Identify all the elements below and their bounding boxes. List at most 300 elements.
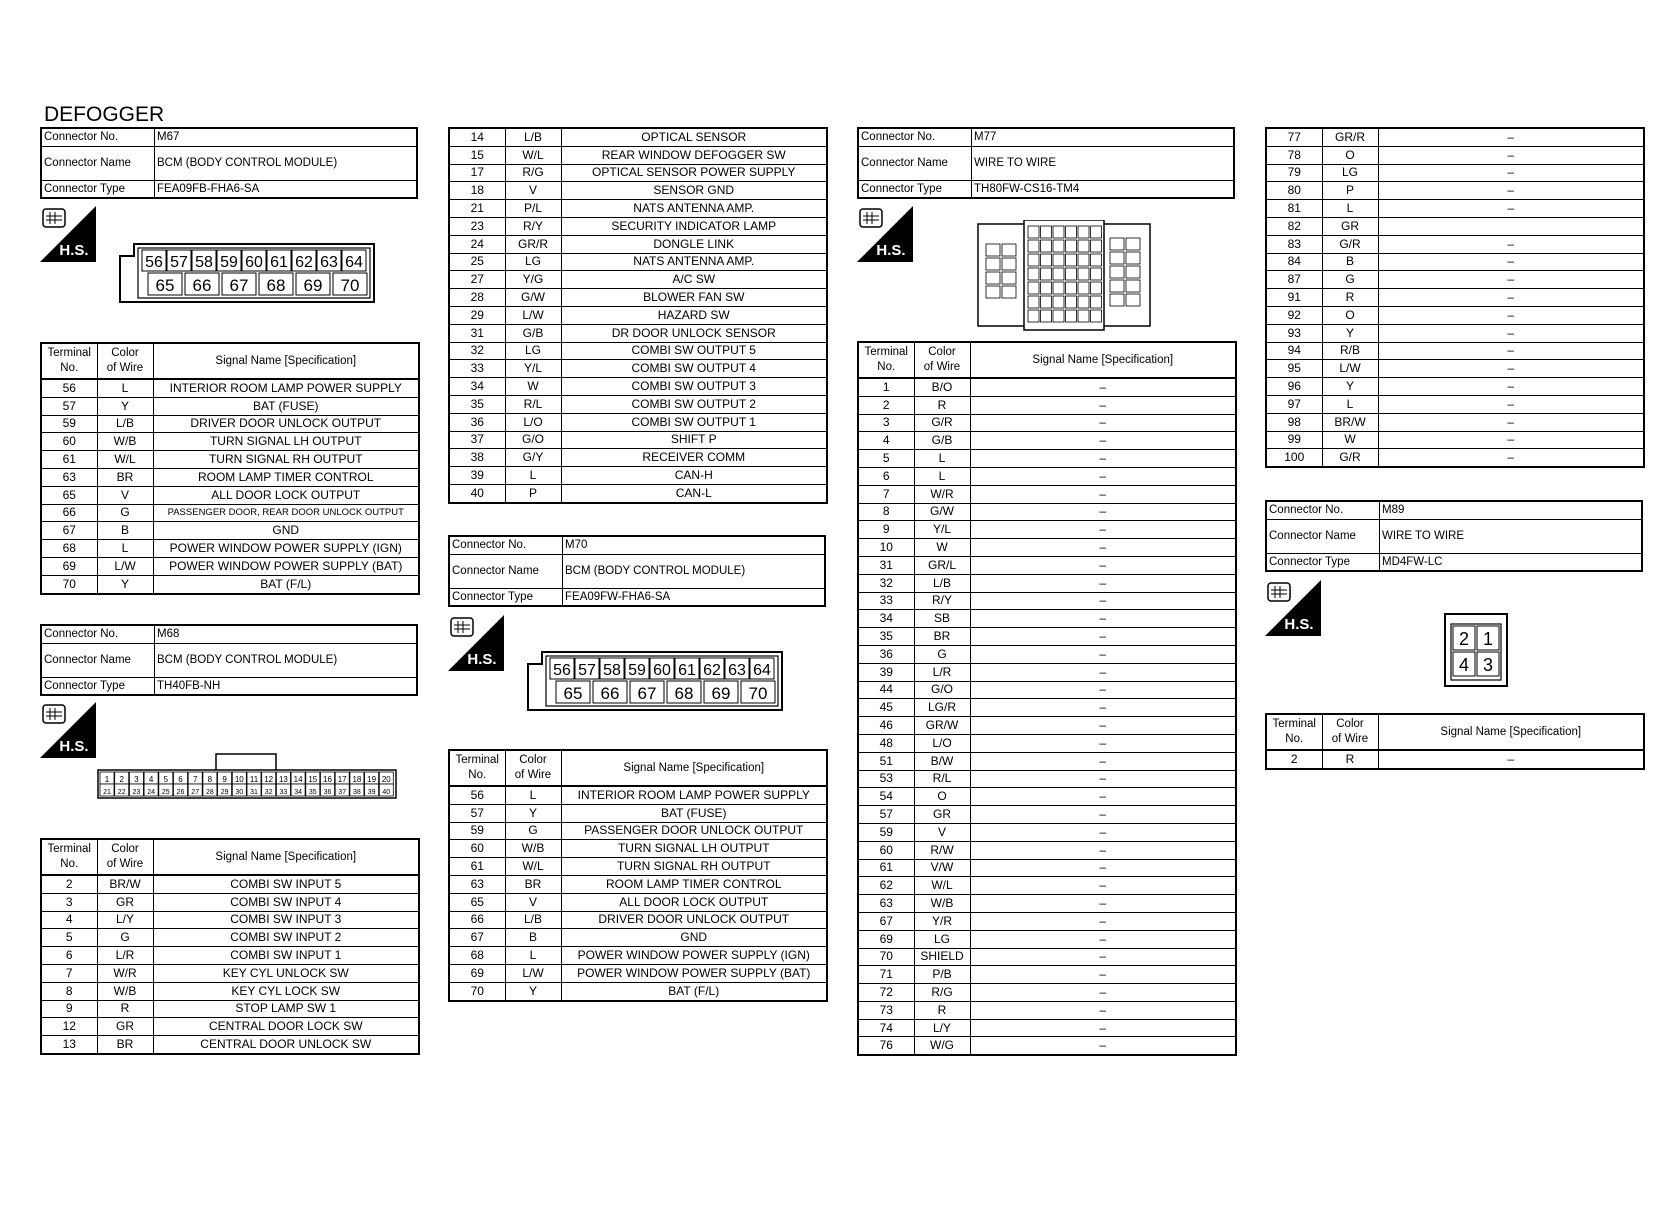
pin-cell: [1053, 296, 1064, 308]
signal-name: –: [970, 378, 1236, 396]
table-row: [41, 397, 419, 415]
signal-name: POWER WINDOW POWER SUPPLY (IGN): [153, 540, 419, 558]
connector-name-value: BCM (BODY CONTROL MODULE): [155, 146, 418, 180]
table-row: [858, 770, 1236, 788]
signal-name: –: [970, 574, 1236, 592]
table-row: [449, 858, 827, 876]
table-row: [858, 912, 1236, 930]
wire-color: W/L: [505, 146, 561, 164]
wire-color: V: [97, 486, 153, 504]
terminal-table-m70: [448, 749, 828, 1002]
hand-icon: [43, 705, 65, 723]
terminal-no: 40: [449, 484, 505, 502]
wire-color: G/B: [914, 432, 970, 450]
table-row: [1266, 413, 1644, 431]
pin-number: 2: [1458, 629, 1470, 649]
wire-color: Y/R: [914, 912, 970, 930]
pin-number: 58: [603, 662, 621, 679]
table-row: [41, 947, 419, 965]
pin-cell: [1078, 226, 1089, 238]
signal-name: TURN SIGNAL LH OUTPUT: [153, 433, 419, 451]
pin-number: 7: [192, 775, 198, 784]
wire-color: G/R: [1322, 449, 1378, 467]
terminal-table-m89: [1265, 713, 1645, 770]
terminal-no: 23: [449, 217, 505, 235]
terminal-no: 100: [1266, 449, 1322, 467]
table-row: [41, 1036, 419, 1054]
pin-number: 29: [220, 789, 229, 796]
pin-number: 4: [148, 775, 154, 784]
signal-name: –: [1378, 289, 1644, 307]
wire-color: BR: [914, 628, 970, 646]
signal-name: COMBI SW OUTPUT 1: [561, 413, 827, 431]
wire-color: G: [505, 822, 561, 840]
connector-type-label: Connector Type: [41, 180, 155, 198]
signal-name: –: [1378, 342, 1644, 360]
wire-color: L/W: [97, 557, 153, 575]
connector-face-m67: [118, 242, 378, 306]
terminal-no: 9: [858, 521, 914, 539]
connector-no-value: M89: [1380, 501, 1643, 519]
table-row: [858, 663, 1236, 681]
pin-cell: [1078, 310, 1089, 322]
table-row: [449, 200, 827, 218]
wire-color: L/B: [97, 415, 153, 433]
terminal-no: 65: [449, 893, 505, 911]
wire-color: P/L: [505, 200, 561, 218]
pin-cell: [1028, 310, 1039, 322]
table-row: [41, 893, 419, 911]
table-row: [449, 449, 827, 467]
wire-color: L: [97, 540, 153, 558]
connector-type-label: Connector Type: [41, 677, 155, 695]
pin-number: 61: [270, 254, 288, 271]
wire-color: R: [914, 396, 970, 414]
table-row: [449, 484, 827, 502]
table-row: [858, 378, 1236, 396]
table-row: [858, 717, 1236, 735]
pin-number: 56: [553, 662, 571, 679]
wire-color: L: [97, 379, 153, 397]
table-row: [41, 379, 419, 397]
signal-name: NATS ANTENNA AMP.: [561, 253, 827, 271]
connector-type-value: TH40FB-NH: [155, 677, 418, 695]
table-row: [1266, 324, 1644, 342]
wire-color: W/G: [914, 1037, 970, 1055]
terminal-no: 61: [449, 858, 505, 876]
signal-name-header: Signal Name [Specification]: [153, 343, 419, 379]
table-row: [449, 911, 827, 929]
connector-face-m89: [1443, 612, 1509, 688]
pin-cell: [1002, 286, 1016, 298]
signal-name: COMBI SW OUTPUT 5: [561, 342, 827, 360]
connector-name-value: BCM (BODY CONTROL MODULE): [155, 643, 418, 677]
pin-cell: [1028, 240, 1039, 252]
signal-name: CAN-H: [561, 467, 827, 485]
connector-face-m77: [976, 220, 1154, 332]
table-row: [449, 271, 827, 289]
table-row: [858, 539, 1236, 557]
wire-color-header: Color of Wire: [914, 342, 970, 378]
terminal-no: 91: [1266, 289, 1322, 307]
terminal-no: 65: [41, 486, 97, 504]
pin-number: 40: [382, 789, 391, 796]
wire-color: Y/G: [505, 271, 561, 289]
pin-number: 36: [323, 789, 332, 796]
table-row: [858, 1037, 1236, 1055]
wire-color: W: [914, 539, 970, 557]
connector-name-value: WIRE TO WIRE: [972, 146, 1235, 180]
wire-color: G/O: [914, 681, 970, 699]
signal-name: –: [970, 539, 1236, 557]
terminal-table-m67: [40, 342, 420, 595]
pin-number: 3: [134, 775, 139, 784]
connector-info-m70: [448, 535, 826, 607]
pin-cell: [1002, 272, 1016, 284]
table-row: [858, 1019, 1236, 1037]
signal-name: –: [970, 1037, 1236, 1055]
pin-number: 66: [600, 684, 620, 703]
table-row: [449, 947, 827, 965]
wire-color: R: [97, 1000, 153, 1018]
pin-number: 59: [628, 662, 646, 679]
signal-name: –: [1378, 200, 1644, 218]
wire-color: GR/R: [505, 235, 561, 253]
pin-number: 6: [178, 775, 183, 784]
connector-no-label: Connector No.: [41, 625, 155, 643]
signal-name: SECURITY INDICATOR LAMP: [561, 217, 827, 235]
signal-name: –: [970, 966, 1236, 984]
hs-label: H.S.: [59, 738, 89, 755]
signal-name: –: [1378, 413, 1644, 431]
terminal-no: 96: [1266, 378, 1322, 396]
pin-cell: [1066, 296, 1077, 308]
terminal-no: 53: [858, 770, 914, 788]
pin-cell: [1041, 296, 1052, 308]
signal-name: STOP LAMP SW 1: [153, 1000, 419, 1018]
pin-cell: [1053, 268, 1064, 280]
table-row: [858, 681, 1236, 699]
signal-name: [1378, 217, 1644, 235]
terminal-no: 1: [858, 378, 914, 396]
wire-color-header: Color of Wire: [1322, 714, 1378, 750]
pin-number: 10: [234, 775, 244, 784]
signal-name: COMBI SW INPUT 4: [153, 893, 419, 911]
signal-name: –: [970, 877, 1236, 895]
wire-color: L/B: [505, 911, 561, 929]
table-row: [858, 984, 1236, 1002]
terminal-no: 31: [858, 556, 914, 574]
pin-number: 68: [674, 684, 694, 703]
table-row: [858, 556, 1236, 574]
wire-color: R: [1322, 750, 1378, 769]
terminal-no: 7: [41, 964, 97, 982]
pin-number: 64: [345, 254, 363, 271]
terminal-no: 61: [858, 859, 914, 877]
pin-number: 65: [155, 276, 175, 295]
connector-name-label: Connector Name: [41, 146, 155, 180]
pin-number: 2: [119, 775, 124, 784]
table-row: [1266, 235, 1644, 253]
table-row: [858, 574, 1236, 592]
table-row: [858, 414, 1236, 432]
wire-color: L/O: [505, 413, 561, 431]
terminal-no: 27: [449, 271, 505, 289]
terminal-no: 17: [449, 164, 505, 182]
wire-color: GR: [914, 806, 970, 824]
wire-color: V: [505, 182, 561, 200]
signal-name: OPTICAL SENSOR: [561, 128, 827, 146]
pin-number: 37: [338, 789, 347, 796]
signal-name: –: [970, 681, 1236, 699]
pin-number: 34: [294, 789, 302, 796]
signal-name: BAT (FUSE): [153, 397, 419, 415]
page-title: DEFOGGER: [44, 103, 165, 126]
terminal-no: 3: [858, 414, 914, 432]
wire-color: G/W: [505, 289, 561, 307]
signal-name: –: [1378, 253, 1644, 271]
signal-name: RECEIVER COMM: [561, 449, 827, 467]
signal-name: –: [970, 930, 1236, 948]
harness-side-icon: [40, 206, 96, 262]
pin-number: 69: [711, 684, 731, 703]
pin-number: 39: [367, 789, 376, 796]
wire-color-header: Color of Wire: [97, 343, 153, 379]
wire-color: SHIELD: [914, 948, 970, 966]
signal-name: ROOM LAMP TIMER CONTROL: [153, 468, 419, 486]
signal-name: –: [970, 645, 1236, 663]
connector-name-label: Connector Name: [41, 643, 155, 677]
signal-name: PASSENGER DOOR UNLOCK OUTPUT: [561, 822, 827, 840]
wire-color: R/Y: [505, 217, 561, 235]
table-row: [449, 253, 827, 271]
signal-name: –: [970, 770, 1236, 788]
signal-name: CENTRAL DOOR LOCK SW: [153, 1018, 419, 1036]
table-row: [1266, 253, 1644, 271]
terminal-no: 4: [858, 432, 914, 450]
wire-color: GR: [1322, 217, 1378, 235]
signal-name: DONGLE LINK: [561, 235, 827, 253]
connector-face-m70: [526, 650, 786, 714]
pin-cell: [1053, 310, 1064, 322]
table-row: [1266, 271, 1644, 289]
pin-number: 57: [170, 254, 188, 271]
wire-color: P: [1322, 182, 1378, 200]
connector-no-label: Connector No.: [858, 128, 972, 146]
terminal-no: 21: [449, 200, 505, 218]
wire-color: R/W: [914, 841, 970, 859]
signal-name: CENTRAL DOOR UNLOCK SW: [153, 1036, 419, 1054]
connector-no-label: Connector No.: [1266, 501, 1380, 519]
terminal-no: 87: [1266, 271, 1322, 289]
terminal-no: 5: [858, 450, 914, 468]
terminal-no: 35: [449, 395, 505, 413]
terminal-no: 29: [449, 306, 505, 324]
wire-color: G/O: [505, 431, 561, 449]
terminal-no: 63: [41, 468, 97, 486]
terminal-no: 33: [858, 592, 914, 610]
pin-number: 19: [367, 775, 377, 784]
table-header: [41, 839, 419, 875]
pin-number: 14: [293, 775, 303, 784]
wire-color: GR/W: [914, 717, 970, 735]
pin-cell: [1091, 226, 1102, 238]
pin-cell: [1028, 296, 1039, 308]
pin-cell: [1078, 268, 1089, 280]
table-row: [449, 235, 827, 253]
table-row: [41, 575, 419, 593]
signal-name: –: [970, 912, 1236, 930]
terminal-no: 74: [858, 1019, 914, 1037]
terminal-no: 67: [41, 522, 97, 540]
signal-name: DRIVER DOOR UNLOCK OUTPUT: [561, 911, 827, 929]
pin-cell: [1126, 266, 1140, 278]
terminal-no: 24: [449, 235, 505, 253]
terminal-no: 60: [41, 433, 97, 451]
signal-name: –: [970, 806, 1236, 824]
wire-color: GR: [97, 1018, 153, 1036]
wire-color: B: [505, 929, 561, 947]
table-row: [1266, 217, 1644, 235]
table-row: [858, 485, 1236, 503]
table-row: [449, 964, 827, 982]
wire-color: Y: [505, 804, 561, 822]
terminal-no: 39: [449, 467, 505, 485]
wire-color: L/R: [914, 663, 970, 681]
wire-color: Y/L: [505, 360, 561, 378]
table-row: [858, 806, 1236, 824]
wire-color: B: [1322, 253, 1378, 271]
signal-name: TURN SIGNAL RH OUTPUT: [153, 451, 419, 469]
terminal-table-m77-continued: [1265, 127, 1645, 468]
pin-number: 65: [563, 684, 583, 703]
signal-name: POWER WINDOW POWER SUPPLY (BAT): [561, 964, 827, 982]
signal-name: BAT (F/L): [561, 982, 827, 1000]
pin-cell: [1066, 254, 1077, 266]
signal-name: –: [970, 752, 1236, 770]
signal-name-header: Signal Name [Specification]: [561, 750, 827, 786]
connector-info-m77: [857, 127, 1235, 199]
connector-face-m68: [96, 748, 400, 800]
table-row: [858, 610, 1236, 628]
table-row: [41, 911, 419, 929]
connector-no-value: M67: [155, 128, 418, 146]
table-row: [858, 450, 1236, 468]
wire-color: Y: [97, 575, 153, 593]
terminal-no: 68: [41, 540, 97, 558]
wire-color: L: [914, 450, 970, 468]
pin-number: 56: [145, 254, 163, 271]
wire-color: W/B: [97, 982, 153, 1000]
connector-info-m67: [40, 127, 418, 199]
wire-color: R/L: [505, 395, 561, 413]
table-row: [41, 540, 419, 558]
terminal-no: 38: [449, 449, 505, 467]
terminal-no: 34: [858, 610, 914, 628]
wire-color: R/L: [914, 770, 970, 788]
signal-name: –: [1378, 128, 1644, 146]
terminal-no: 44: [858, 681, 914, 699]
terminal-no: 70: [449, 982, 505, 1000]
wire-color: G/W: [914, 503, 970, 521]
pin-number: 17: [337, 775, 347, 784]
terminal-no: 56: [41, 379, 97, 397]
signal-name: –: [970, 788, 1236, 806]
wire-color: P: [505, 484, 561, 502]
table-row: [449, 929, 827, 947]
wire-color: L/O: [914, 734, 970, 752]
terminal-no: 60: [449, 840, 505, 858]
table-row: [41, 486, 419, 504]
terminal-no: 2: [1266, 750, 1322, 769]
table-row: [449, 467, 827, 485]
connector-type-label: Connector Type: [858, 180, 972, 198]
table-row: [1266, 306, 1644, 324]
table-row: [41, 522, 419, 540]
table-row: [449, 289, 827, 307]
signal-name: –: [970, 450, 1236, 468]
wire-color: P/B: [914, 966, 970, 984]
pin-cell: [986, 258, 1000, 270]
wire-color: BR/W: [1322, 413, 1378, 431]
wire-color: GR: [97, 893, 153, 911]
signal-name: –: [1378, 360, 1644, 378]
terminal-no: 46: [858, 717, 914, 735]
table-row: [858, 966, 1236, 984]
hand-icon: [860, 209, 882, 227]
terminal-no: 3: [41, 893, 97, 911]
wire-color: W: [505, 378, 561, 396]
terminal-no: 99: [1266, 431, 1322, 449]
table-row: [449, 431, 827, 449]
connector-no-value: M77: [972, 128, 1235, 146]
table-row: [858, 734, 1236, 752]
hand-icon: [1268, 583, 1290, 601]
wire-color: G/Y: [505, 449, 561, 467]
table-row: [41, 433, 419, 451]
pin-number: 70: [340, 276, 360, 295]
table-row: [858, 1001, 1236, 1019]
signal-name: –: [970, 628, 1236, 646]
terminal-no: 4: [41, 911, 97, 929]
wire-color: R/Y: [914, 592, 970, 610]
connector-type-value: MD4FW-LC: [1380, 553, 1643, 571]
terminal-no: 12: [41, 1018, 97, 1036]
table-row: [1266, 360, 1644, 378]
terminal-no: 48: [858, 734, 914, 752]
connector-name-value: BCM (BODY CONTROL MODULE): [563, 554, 826, 588]
pin-cell: [1126, 238, 1140, 250]
table-row: [449, 128, 827, 146]
wire-color: L/B: [505, 128, 561, 146]
pin-number: 8: [207, 775, 213, 784]
pin-number: 4: [1458, 655, 1470, 675]
terminal-no: 6: [858, 467, 914, 485]
terminal-no: 28: [449, 289, 505, 307]
terminal-no-header: Terminal No.: [858, 342, 914, 378]
pin-number: 38: [353, 789, 361, 796]
terminal-no: 59: [449, 822, 505, 840]
signal-name: COMBI SW INPUT 3: [153, 911, 419, 929]
pin-cell: [1078, 254, 1089, 266]
terminal-no: 66: [41, 504, 97, 522]
connector-type-value: TH80FW-CS16-TM4: [972, 180, 1235, 198]
signal-name: COMBI SW OUTPUT 2: [561, 395, 827, 413]
terminal-no: 8: [858, 503, 914, 521]
signal-name: –: [1378, 182, 1644, 200]
signal-name: DRIVER DOOR UNLOCK OUTPUT: [153, 415, 419, 433]
terminal-no: 9: [41, 1000, 97, 1018]
